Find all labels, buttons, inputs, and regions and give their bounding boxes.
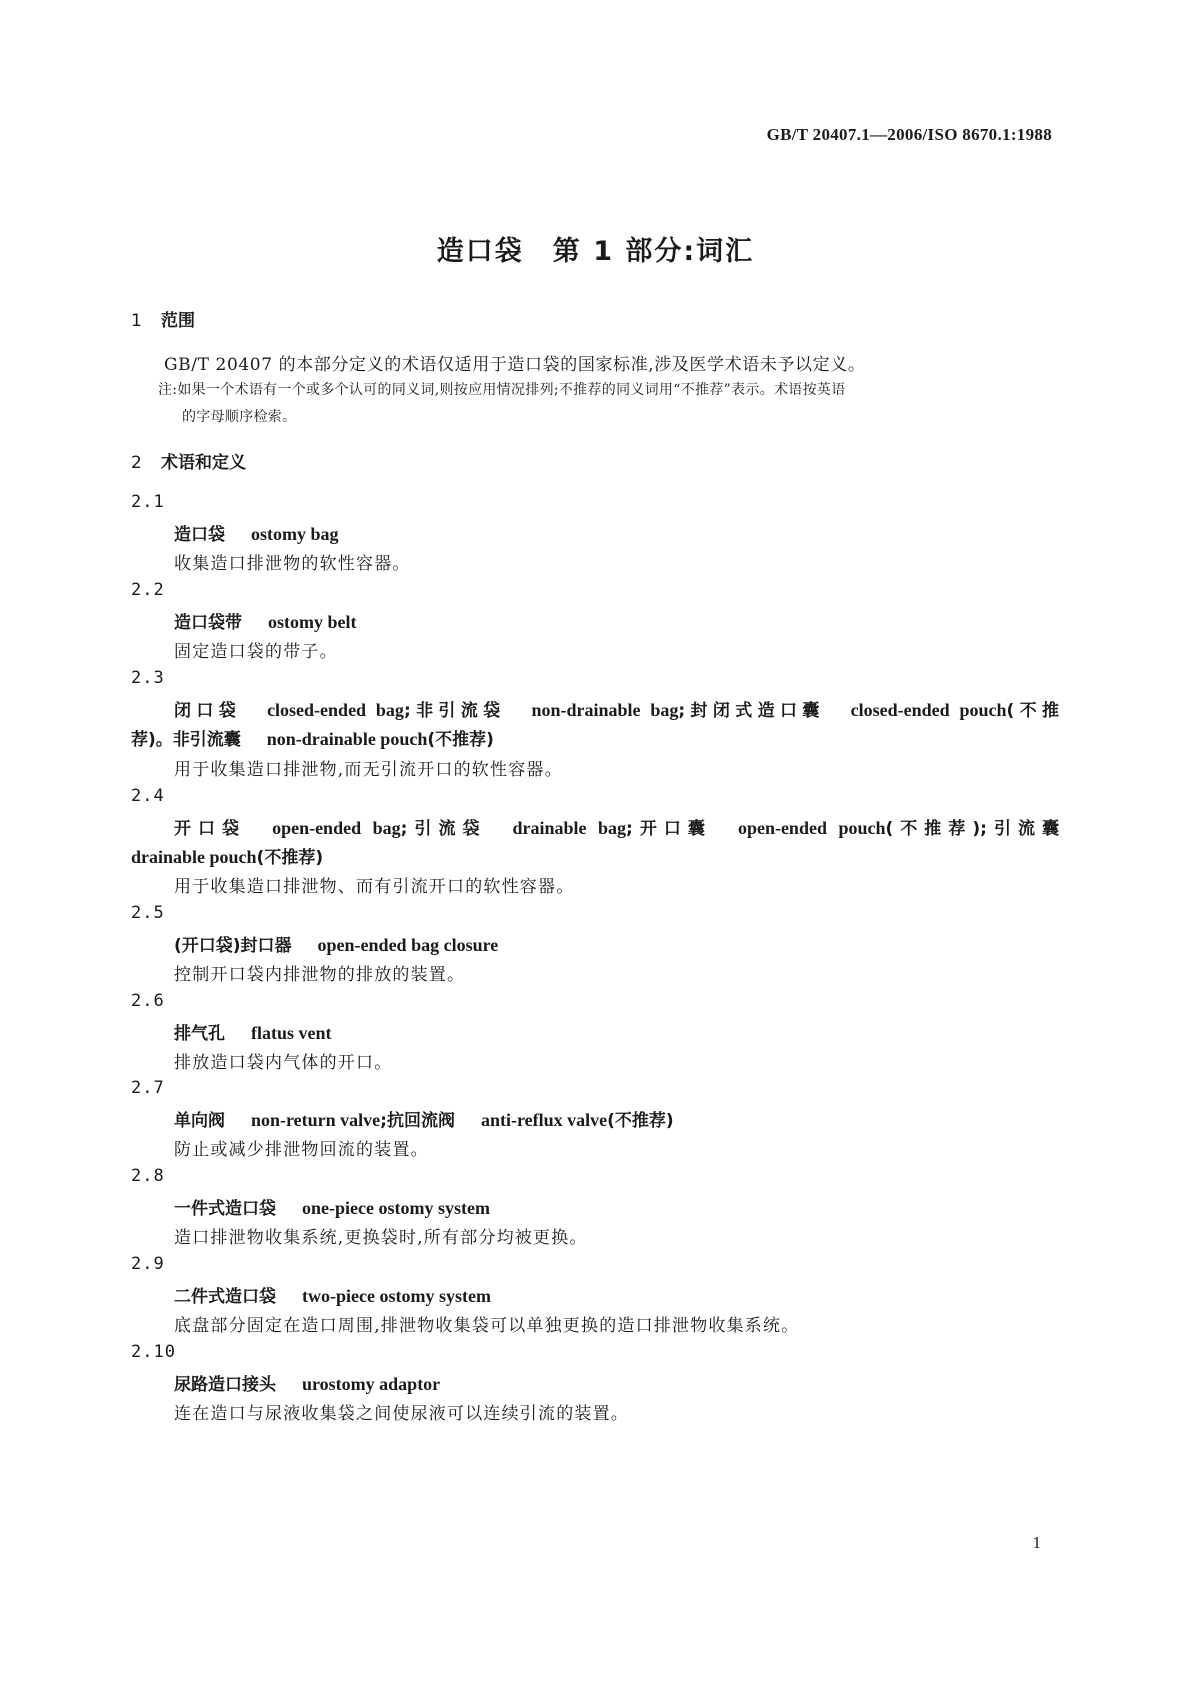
term-en: closed-ended pouch — [850, 700, 1007, 720]
term-definition: 控制开口袋内排泄物的排放的装置。 — [174, 965, 466, 985]
term-number: 2.3 — [131, 668, 165, 688]
term-entry — [174, 1282, 491, 1307]
term-entry — [174, 520, 339, 545]
term-en: ostomy belt — [268, 612, 357, 632]
term-number: 2.4 — [131, 786, 165, 806]
term-zh: 尿路造口接头 — [174, 1375, 276, 1395]
term-number: 2.6 — [131, 991, 165, 1011]
section-number: 1 — [131, 311, 142, 331]
term-entry — [174, 696, 1059, 721]
term-en: open-ended bag closure — [317, 935, 499, 955]
term-entry — [174, 1194, 490, 1219]
term-entry — [174, 1370, 440, 1395]
term-number: 2.2 — [131, 580, 165, 600]
term-en: two-piece ostomy system — [302, 1286, 491, 1306]
term-zh: ;非引流袋 — [403, 701, 506, 721]
term-en: anti-reflux valve — [480, 1110, 608, 1130]
page-number: 1 — [1032, 1533, 1041, 1552]
term-definition: 固定造口袋的带子。 — [174, 642, 338, 662]
term-zh: (不推荐) — [607, 1111, 674, 1131]
term-zh: 造口袋带 — [174, 613, 242, 633]
term-zh: 排气孔 — [174, 1024, 225, 1044]
term-entry — [174, 931, 498, 956]
term-zh: (开口袋)封口器 — [174, 936, 292, 956]
term-en: non-drainable bag — [531, 700, 679, 720]
document-title: 造口袋 第 1 部分:词汇 — [436, 236, 755, 267]
term-number: 2.7 — [131, 1078, 165, 1098]
term-entry — [174, 1106, 674, 1131]
term-zh: ;引流袋 — [400, 819, 487, 839]
term-zh: 单向阀 — [174, 1111, 225, 1131]
section-title: 范围 — [161, 311, 195, 331]
term-definition: 造口排泄物收集系统,更换袋时,所有部分均被更换。 — [174, 1228, 588, 1248]
term-number: 2.10 — [131, 1342, 176, 1362]
term-en: non-return valve — [251, 1110, 381, 1130]
term-entry — [174, 814, 1059, 839]
term-definition: 底盘部分固定在造口周围,排泄物收集袋可以单独更换的造口排泄物收集系统。 — [174, 1316, 800, 1336]
term-zh: 闭口袋 — [174, 701, 242, 721]
term-en: open-ended pouch — [737, 818, 886, 838]
section-1-heading — [131, 306, 195, 331]
term-zh: 造口袋 — [174, 525, 225, 545]
term-zh: ;抗回流阀 — [380, 1111, 455, 1131]
term-definition: 排放造口袋内气体的开口。 — [174, 1053, 393, 1073]
term-definition: 连在造口与尿液收集袋之间使尿液可以连续引流的装置。 — [174, 1404, 629, 1424]
term-number: 2.9 — [131, 1254, 165, 1274]
term-number: 2.1 — [131, 492, 165, 512]
term-entry — [174, 608, 357, 633]
section-number: 2 — [131, 453, 142, 473]
term-definition: 防止或减少排泄物回流的装置。 — [174, 1140, 429, 1160]
term-en: urostomy adaptor — [302, 1374, 441, 1394]
term-entry — [174, 1019, 332, 1044]
term-zh: ;封闭式造口囊 — [678, 701, 825, 721]
term-en: flatus vent — [251, 1023, 332, 1043]
term-definition: 用于收集造口排泄物、而有引流开口的软性容器。 — [174, 877, 575, 897]
term-en: open-ended bag — [272, 818, 401, 838]
term-en: drainable bag — [512, 818, 627, 838]
term-definition: 用于收集造口排泄物,而无引流开口的软性容器。 — [174, 760, 563, 780]
term-definition: 收集造口排泄物的软性容器。 — [174, 554, 411, 574]
note-line-2: 的字母顺序检索。 — [182, 409, 297, 425]
standard-code: GB/T 20407.1—2006/ISO 8670.1:1988 — [766, 125, 1052, 144]
term-zh: ;开口囊 — [626, 819, 712, 839]
term-entry-continued — [131, 725, 494, 750]
term-entry-continued — [131, 843, 323, 868]
term-zh: (不推荐) — [256, 848, 324, 868]
term-zh: (不推 — [1006, 701, 1059, 721]
section-2-heading — [131, 448, 246, 473]
term-en: closed-ended bag — [267, 700, 404, 720]
term-number: 2.5 — [131, 903, 165, 923]
term-zh: 一件式造口袋 — [174, 1199, 276, 1219]
term-zh: 开口袋 — [174, 819, 247, 839]
term-zh: 二件式造口袋 — [174, 1287, 276, 1307]
term-zh: (不推荐);引流囊 — [885, 819, 1059, 839]
section-title: 术语和定义 — [161, 453, 246, 473]
term-zh: 荐)。非引流囊 — [131, 730, 241, 750]
term-en: non-drainable pouch — [266, 729, 428, 749]
term-en: ostomy bag — [251, 524, 339, 544]
scope-paragraph: GB/T 20407 的本部分定义的术语仅适用于造口袋的国家标准,涉及医学术语未予以定义。 — [164, 355, 866, 375]
term-en: drainable pouch — [131, 847, 257, 867]
note-line-1: 注:如果一个术语有一个或多个认可的同义词,则按应用情况排列;不推荐的同义词用“不推荐”表示。术语按英语 — [158, 382, 846, 398]
term-zh: (不推荐) — [427, 730, 494, 750]
term-en: one-piece ostomy system — [302, 1198, 490, 1218]
term-number: 2.8 — [131, 1166, 165, 1186]
